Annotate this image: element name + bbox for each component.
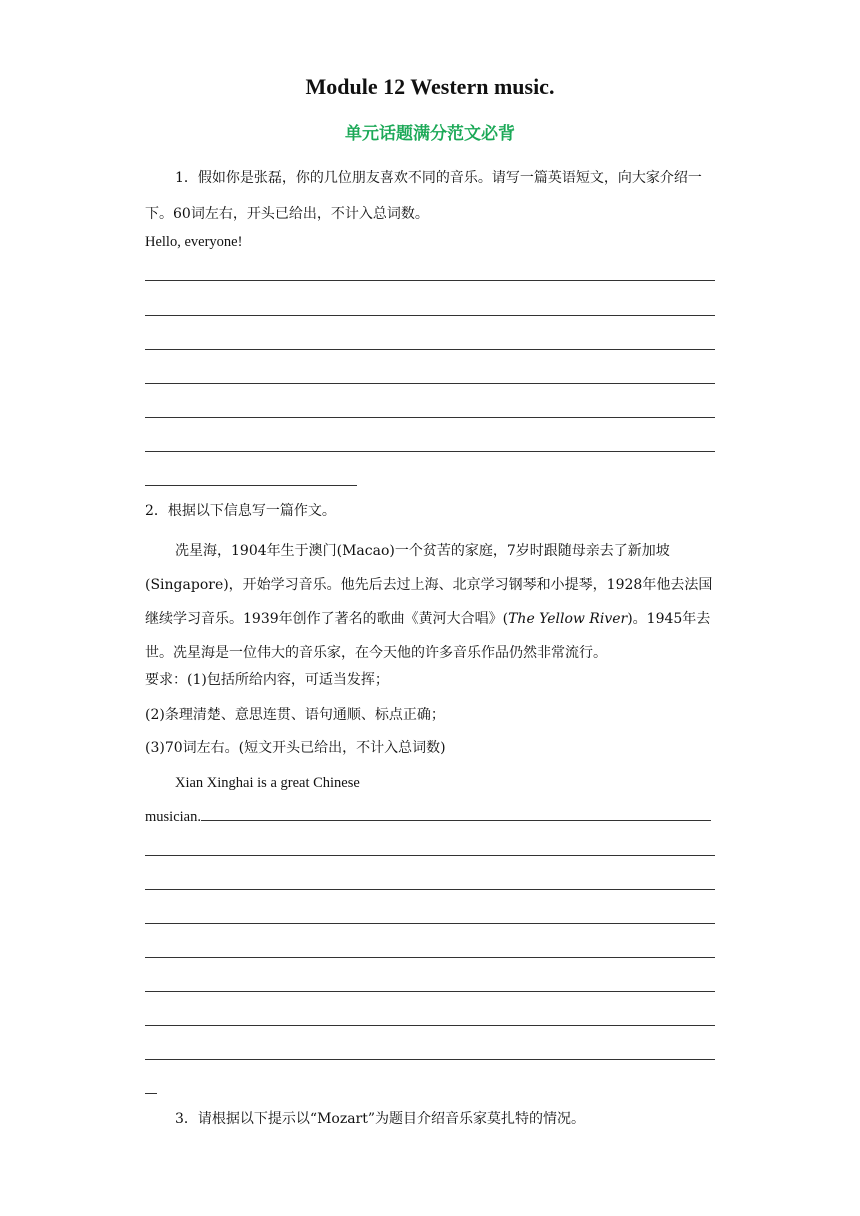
q1-opening: Hello, everyone!: [145, 234, 243, 250]
q3-prompt: 3．请根据以下提示以“Mozart”为题目介绍音乐家莫扎特的情况。: [175, 1111, 586, 1127]
answer-line[interactable]: [145, 889, 715, 890]
q2-info: [145, 534, 715, 670]
q2-opening-continued: [145, 806, 715, 827]
answer-line[interactable]: [145, 485, 357, 486]
answer-line[interactable]: [145, 991, 715, 992]
answer-line[interactable]: [145, 451, 715, 452]
answer-line[interactable]: [145, 855, 715, 856]
answer-line[interactable]: [145, 280, 715, 281]
q2-prompt: 2．根据以下信息写一篇作文。: [145, 503, 336, 519]
page-title: Module 12 Western music.: [305, 74, 555, 99]
q2-requirement-2: (2)条理清楚、意思连贯、语句通顺、标点正确；: [145, 707, 445, 723]
answer-line[interactable]: [145, 315, 715, 316]
answer-line[interactable]: [145, 349, 715, 350]
answer-line[interactable]: [145, 417, 715, 418]
q2-opening: Xian Xinghai is a great Chinese: [175, 775, 360, 791]
q2-info-text-end: )。1945年去世。冼星海是一位伟大的音乐家，在今天他的许多音乐作品仍然非常流行。: [145, 611, 711, 661]
answer-line[interactable]: [145, 1025, 715, 1026]
answer-line[interactable]: [145, 957, 715, 958]
q2-requirement-1: 要求：(1)包括所给内容，可适当发挥；: [145, 672, 389, 688]
q2-info-text: 冼星海，1904年生于澳门(Macao)一个贫苦的家庭，7岁时跟随母亲去了新加坡(Singapore)，开始学习音乐。他先后去过上海、北京学习钢琴和小提琴，1928年他去法国继续学习音乐。1939年创作了著名的歌曲《黄河大合唱》(: [145, 543, 713, 627]
page-subtitle: 单元话题满分范文必背: [345, 124, 515, 144]
answer-line[interactable]: [145, 923, 715, 924]
answer-line[interactable]: [145, 1059, 715, 1060]
q2-requirement-3: (3)70词左右。(短文开头已给出，不计入总词数): [145, 740, 446, 756]
q1-prompt: 1．假如你是张磊，你的几位朋友喜欢不同的音乐。请写一篇英语短文，向大家介绍一下。60词左右，开头已给出，不计入总词数。: [145, 170, 702, 222]
answer-line[interactable]: [201, 806, 711, 821]
answer-line[interactable]: [145, 1093, 157, 1094]
q2-opening-word: musician.: [145, 809, 201, 825]
q2-info-song-title: The Yellow River: [508, 611, 628, 627]
answer-line[interactable]: [145, 383, 715, 384]
